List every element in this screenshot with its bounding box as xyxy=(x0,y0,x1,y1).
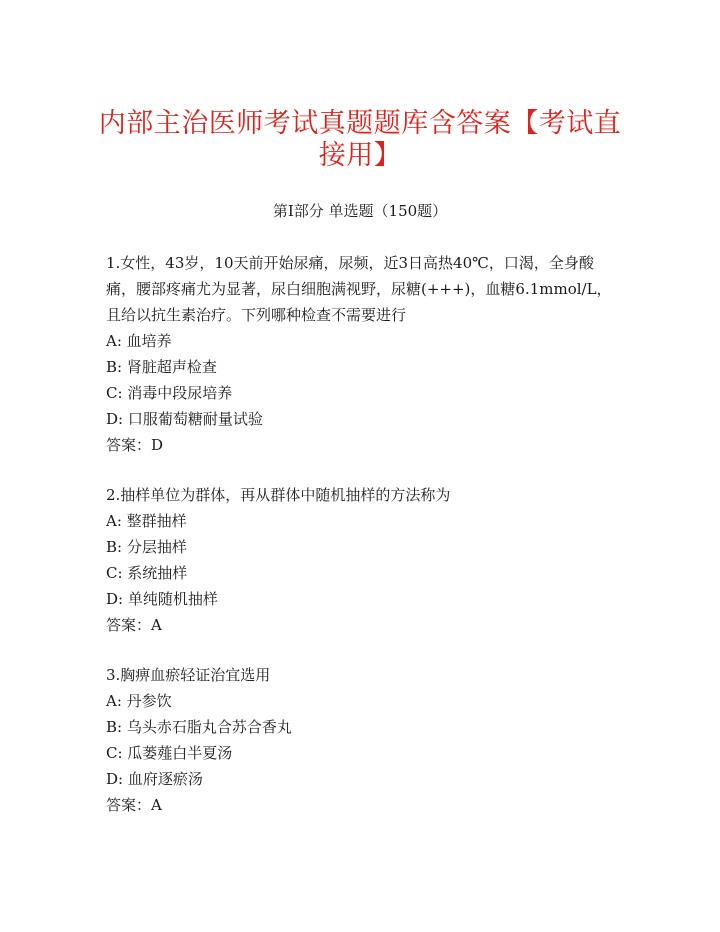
option-a: A: 整群抽样 xyxy=(106,512,187,530)
section-heading: 第Ⅰ部分 单选题（150题） xyxy=(272,202,448,220)
option-a: A: 丹参饮 xyxy=(106,692,172,710)
option-c: C: 系统抽样 xyxy=(106,564,188,582)
option-d: D: 血府逐瘀汤 xyxy=(106,770,203,788)
option-a: A: 血培养 xyxy=(106,332,172,350)
answer-line: 答案：A xyxy=(106,796,162,814)
option-b: B: 分层抽样 xyxy=(106,538,187,556)
option-b: B: 乌头赤石脂丸合苏合香丸 xyxy=(106,718,292,736)
option-c: C: 消毒中段尿培养 xyxy=(106,384,233,402)
option-b: B: 肾脏超声检查 xyxy=(106,358,217,376)
question-1 xyxy=(106,250,618,458)
option-d: D: 口服葡萄糖耐量试验 xyxy=(106,410,263,428)
answer-line: 答案：D xyxy=(106,436,164,454)
option-c: C: 瓜蒌薤白半夏汤 xyxy=(106,744,233,762)
question-3 xyxy=(106,662,618,818)
answer-line: 答案：A xyxy=(106,616,162,634)
document-title: 内部主治医师考试真题题库含答案【考试直接用】 xyxy=(98,108,622,171)
option-d: D: 单纯随机抽样 xyxy=(106,590,218,608)
question-stem: 2.抽样单位为群体，再从群体中随机抽样的方法称为 xyxy=(106,486,451,504)
question-2 xyxy=(106,482,618,638)
question-stem: 1.女性，43岁，10天前开始尿痛，尿频，近3日高热40℃，口渴，全身酸痛，腰部疼痛尤为显著，尿白细胞满视野，尿糖(+++)，血糖6.1mmol/L，且给以抗生素治疗。下列哪种检查不需要进行 xyxy=(106,254,612,324)
question-stem: 3.胸痹血瘀轻证治宜选用 xyxy=(106,666,271,684)
